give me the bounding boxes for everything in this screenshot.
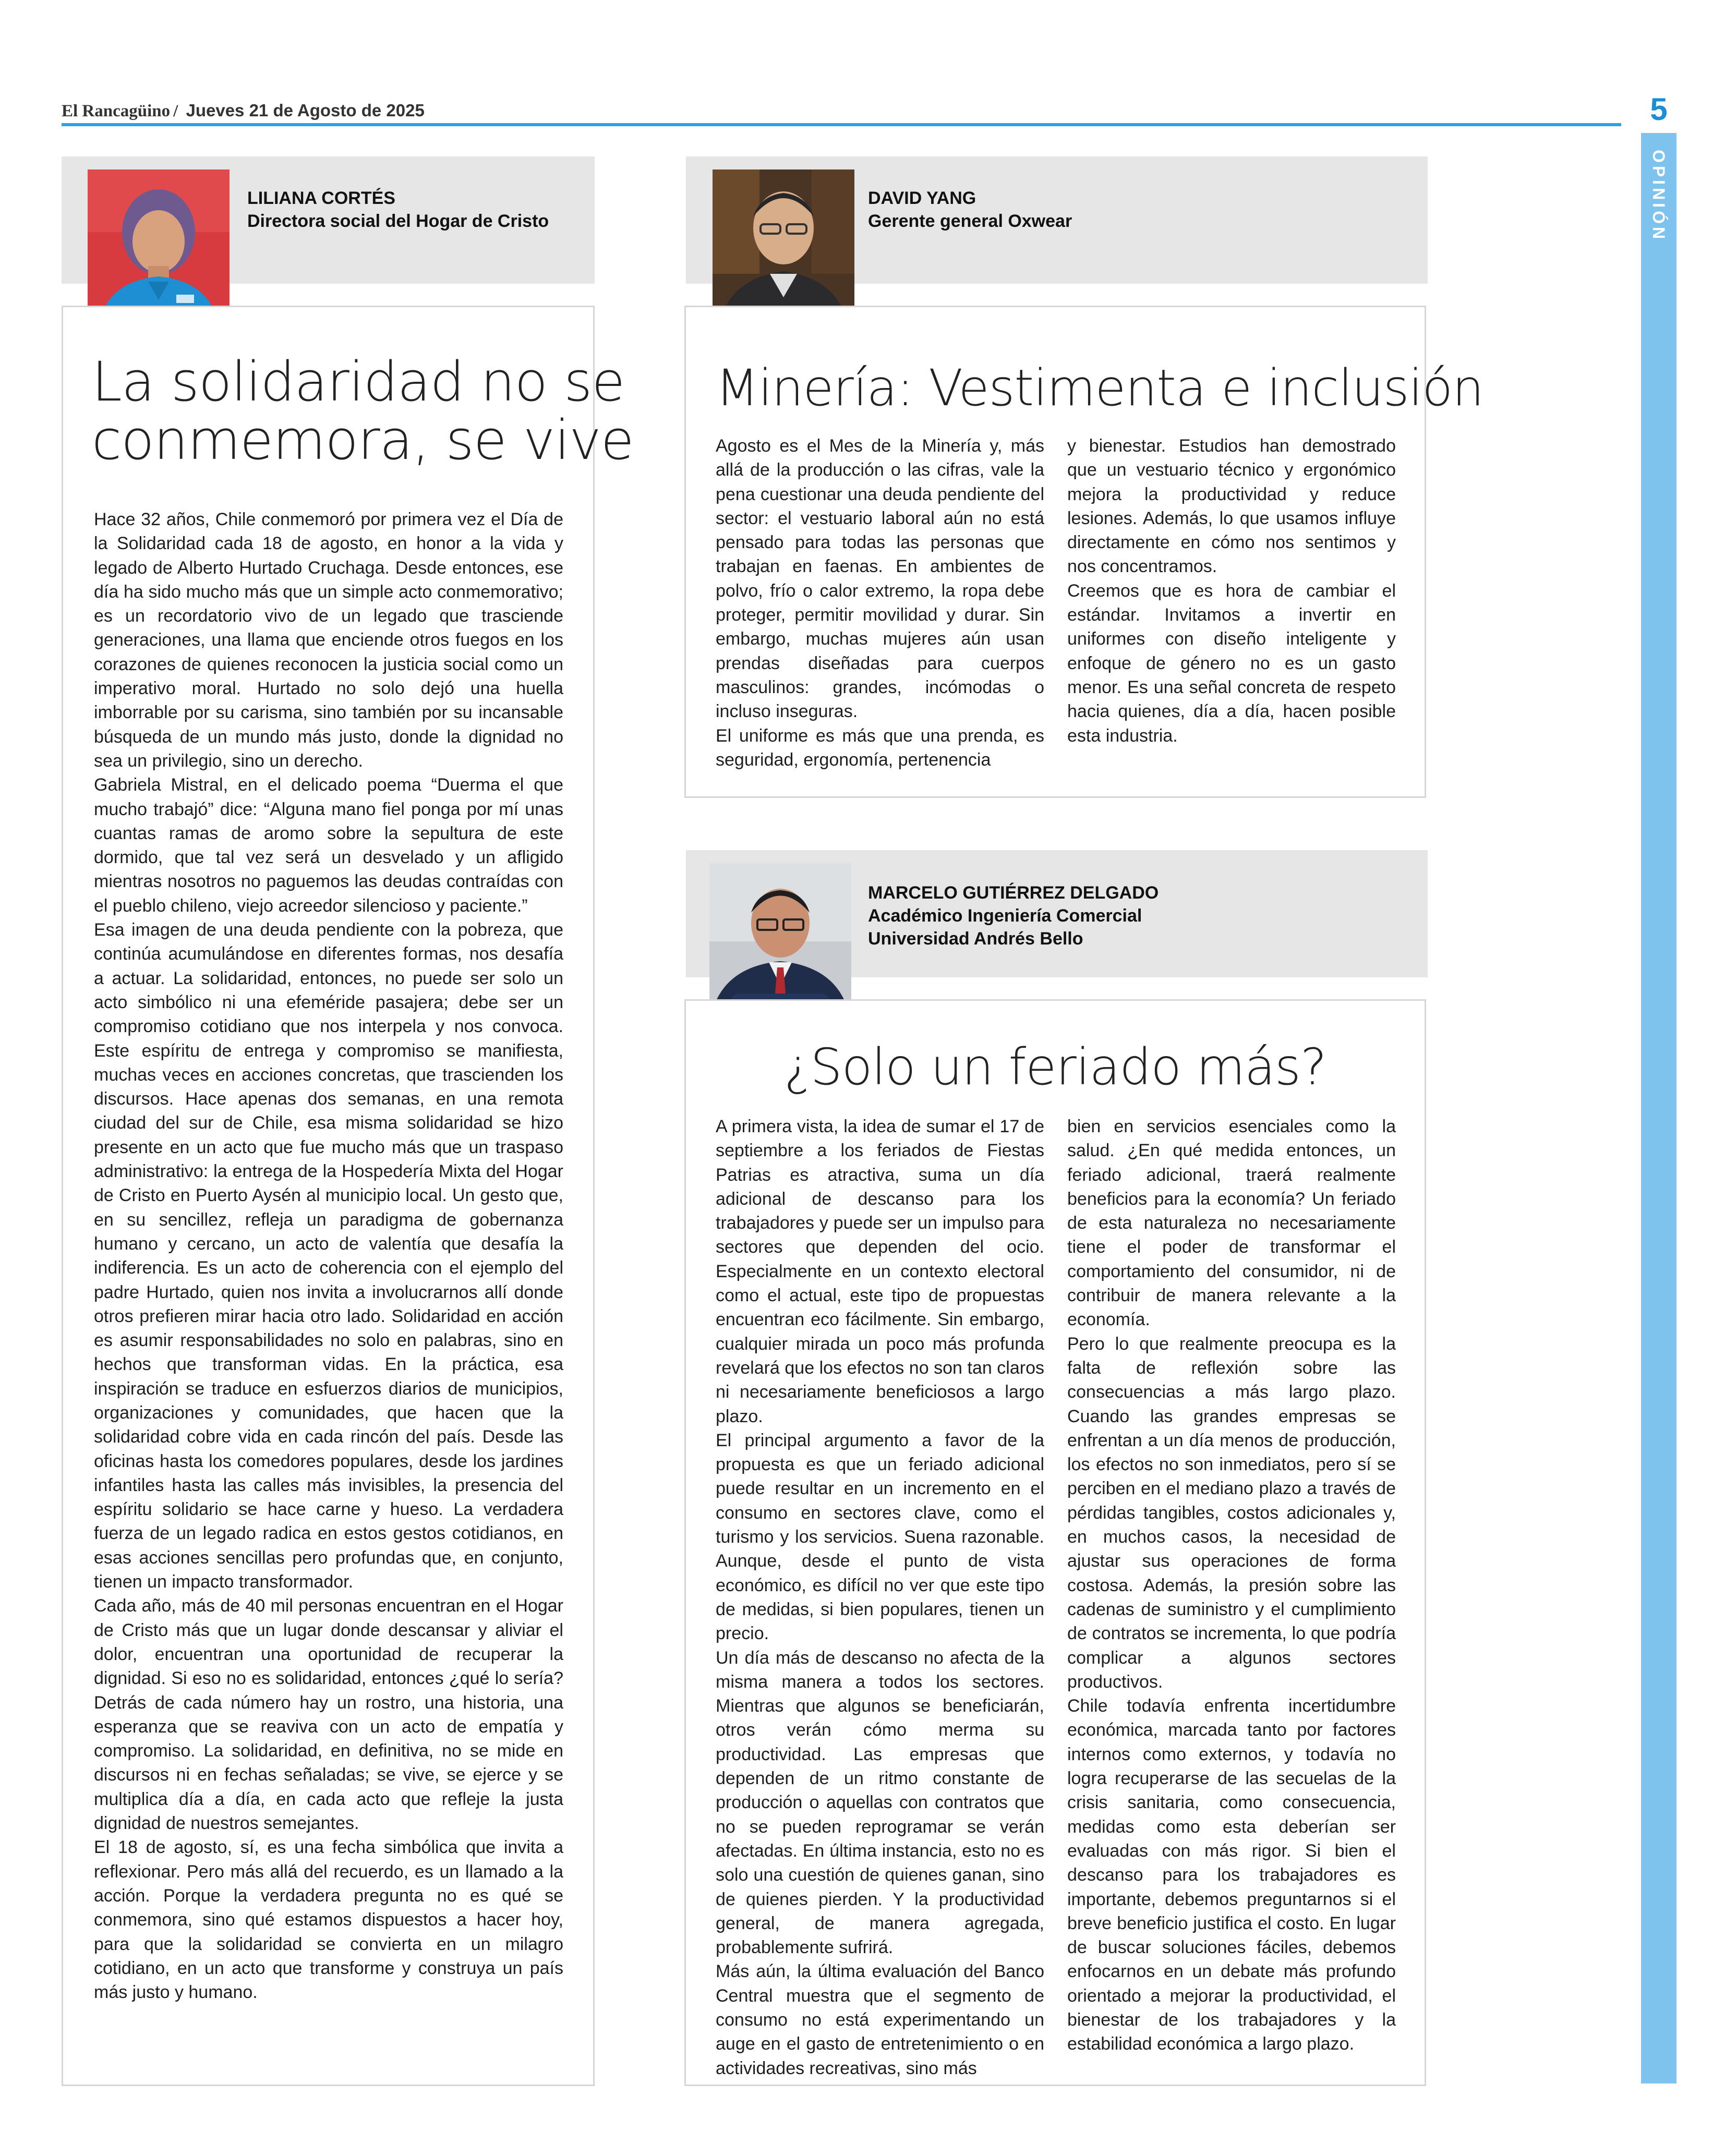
section-label-text: OPINIÓN	[1649, 149, 1669, 242]
author-role: Gerente general Oxwear	[868, 211, 1072, 231]
title-line: ¿Solo un feriado más?	[784, 1038, 1326, 1096]
article-body-cortes	[94, 507, 563, 2004]
paragraph: Gabriela Mistral, en el delicado poema “Duerma el que mucho trabajó” dice: “Alguna mano fiel ponga por mí unas cuantas ramas de aromo sobre la sepultura de este dormido, que tal vez será un desvelado y un afligido mientras nosotros no paguemos las deudas contraídas con el pueblo chileno, viejo acreedor silencioso y paciente.”	[94, 775, 563, 916]
author-name: MARCELO GUTIÉRREZ DELGADO	[868, 883, 1159, 903]
masthead	[62, 97, 1621, 124]
article-body-yang-col2	[1067, 434, 1396, 748]
paragraph: Hace 32 años, Chile conmemoró por primera vez el Día de la Solidaridad cada 18 de agosto, en honor a la vida y legado de Alberto Hurtado Cruchaga. Desde entonces, ese día ha sido mucho más que un simple acto conmemorativo; es un recordatorio vivo de un legado que trasciende generaciones, una llama que enciende otros fuegos en los corazones de quienes reconocen la justicia social como un imperativo moral. Hurtado no solo dejó una huella imborrable por su carisma, sino también por su incansable búsqueda de un mundo más justo, donde la dignidad no sea un privilegio, sino un derecho.	[94, 510, 563, 771]
paragraph: Más aún, la última evaluación del Banco Central muestra que el segmento de consumo no está experimentando un auge en el gasto de entretenimiento o en actividades recreativas, sino más	[716, 1961, 1044, 2078]
paragraph: y bienestar. Estudios han demostrado que un vestuario técnico y ergonómico mejora la productividad y reduce lesiones. Además, lo que usamos influye directamente en cómo nos sentimos y nos concentramos.	[1067, 436, 1396, 577]
paragraph: bien en servicios esenciales como la salud. ¿En qué medida entonces, un feriado adicional, traerá realmente beneficios para la economía? Un feriado de esta naturaleza no necesariamente tiene el poder de transformar el comportamiento del consumidor, ni de contribuir de manera relevante a la economía.	[1067, 1117, 1396, 1330]
title-line: Minería: Vestimenta e inclusión	[716, 359, 1483, 417]
paragraph: Chile todavía enfrenta incertidumbre económica, marcada tanto por factores internos como externos, y todavía no logra recuperarse de las secuelas de la crisis sanitaria, como consecuencia, medidas como esta deberían ser evaluadas con más rigor. Si bien el descanso para los trabajadores es importante, debemos preguntarnos si el breve beneficio justifica el costo. En lugar de buscar soluciones fáciles, debemos enfocarnos en un debate más profundo orientado a mejorar la productividad, el bienestar de los trabajadores y la estabilidad económica a largo plazo.	[1067, 1696, 1396, 2054]
masthead-separator: /	[173, 102, 178, 120]
author-credit-gutierrez	[868, 881, 1159, 950]
author-credit-cortes	[247, 187, 549, 233]
author-name: DAVID YANG	[868, 188, 976, 208]
paragraph: El principal argumento a favor de la propuesta es que un feriado adicional puede resultar en un incremento en el consumo en sectores clave, como el turismo y los servicios. Suena razonable. Aunque, desde el punto de vista económico, es difícil no ver que este tipo de medidas, si bien populares, tienen un precio.	[716, 1430, 1044, 1644]
issue-date: Jueves 21 de Agosto de 2025	[186, 101, 425, 120]
author-credit-yang	[868, 187, 1072, 233]
section-side-strip	[1641, 133, 1676, 2084]
paragraph: Esa imagen de una deuda pendiente con la pobreza, que continúa acumulándose en diferentes formas, nos desafía a actuar. La solidaridad, entonces, no puede ser solo un acto simbólico ni una efeméride pasajera; debe ser un compromiso cotidiano que nos interpela y nos convoca. Este espíritu de entrega y compromiso se manifiesta, muchas veces en acciones concretas, que trascienden los discursos. Hace apenas dos semanas, en una remota ciudad del sur de Chile, esa misma solidaridad se hizo presente en un acto que fue mucho más que un traspaso administrativo: la entrega de la Hospedería Mixta del Hogar de Cristo en Puerto Aysén al municipio local. Un gesto que, en su sencillez, refleja un paradigma de gobernanza humano y cercano, un acto de valentía que desafía la indiferencia. Es un acto de coherencia con el ejemplo del padre Hurtado, quien nos invita a involucrarnos allí donde otros prefieren mirar hacia otro lado. Solidaridad en acción es asumir responsabilidades no solo en palabras, sino en hechos que transforman vidas. En la práctica, esa inspiración se traduce en esfuerzos diarios de municipios, organizaciones y comunidades, que hacen que la solidaridad cobre vida en cada rincón del país. Desde las oficinas hasta los comedores populares, desde los jardines infantiles hasta las calles más invisibles, la presencia del espíritu solidario se hace carne y hueso. La verdadera fuerza de un legado radica en estos gestos cotidianos, en esas acciones sencillas pero profundas que, en conjunto, tienen un impacto transformador.	[94, 920, 563, 1592]
article-body-gutierrez-col2	[1067, 1115, 1396, 2056]
paragraph: Creemos que es hora de cambiar el estándar. Invitamos a invertir en uniformes con diseño inteligente y enfoque de género no es un gasto menor. Es una señal concreta de respeto hacia quienes, día a día, hacen posible esta industria.	[1067, 580, 1396, 746]
paragraph: Pero lo que realmente preocupa es la falta de reflexión sobre las consecuencias a más largo plazo. Cuando las grandes empresas se enfrentan a un día menos de producción, los efectos no son inmediatos, pero sí se perciben en el mediano plazo a través de pérdidas tangibles, costos adicionales y, en muchos casos, la necesidad de ajustar sus operaciones de forma costosa. Además, la presión sobre las cadenas de suministro y el cumplimiento de contratos se incrementa, lo que podría complicar a algunos sectores productivos.	[1067, 1334, 1396, 1692]
page-number: 5	[1650, 92, 1668, 127]
article-title-gutierrez	[684, 1038, 1426, 1096]
paragraph: Agosto es el Mes de la Minería y, más allá de la producción o las cifras, vale la pena cuestionar una deuda pendiente del sector: el vestuario laboral aún no está pensado para todas las personas que trabajan en faenas. En ambientes de polvo, frío o calor extremo, la ropa debe proteger, permitir movilidad y durar. Sin embargo, muchas mujeres aún usan prendas diseñadas para cuerpos masculinos: grandes, incómodas o incluso inseguras.	[716, 436, 1044, 722]
author-affiliation: Universidad Andrés Bello	[868, 929, 1083, 949]
author-role: Académico Ingeniería Comercial	[868, 906, 1142, 926]
paragraph: El 18 de agosto, sí, es una fecha simbólica que invita a reflexionar. Pero más allá del recuerdo, es un llamado a la acción. Porque la verdadera pregunta no es qué se conmemora, sino qué estamos dispuestos a hacer hoy, para que la solidaridad se convierta en un milagro cotidiano, en un acto que transforme y construya un país más justo y humano.	[94, 1837, 563, 2003]
section-label	[1641, 149, 1676, 242]
article-body-gutierrez-col1	[716, 1115, 1044, 2080]
author-role: Directora social del Hogar de Cristo	[247, 211, 549, 231]
title-line: La solidaridad no se	[92, 350, 625, 414]
author-name: LILIANA CORTÉS	[247, 188, 395, 208]
masthead-rule	[62, 123, 1621, 126]
title-line: conmemora, se vive	[92, 408, 634, 472]
paragraph: Un día más de descanso no afecta de la misma manera a todos los sectores. Mientras que algunos se beneficiarán, otros verán cómo merma su productividad. Las empresas que dependen de un ritmo constante de producción o aquellas con contratos que no se pueden reprogramar se verán afectadas. En última instancia, esto no es solo una cuestión de quienes ganan, sino de quienes pierden. Y la productividad general, de manera agregada, probablemente sufrirá.	[716, 1648, 1044, 1958]
paragraph: Cada año, más de 40 mil personas encuentran en el Hogar de Cristo más que un lugar donde descansar y aliviar el dolor, encuentran una oportunidad de recuperar la dignidad. Si eso no es solidaridad, entonces ¿qué lo sería? Detrás de cada número hay un rostro, una historia, una esperanza que se reaviva con un acto de empatía y compromiso. La solidaridad, en definitiva, no se mide en discursos ni en fechas señaladas; se vive, se ejerce y se multiplica día a día, en cada acto que refleje la justa dignidad de nuestros semejantes.	[94, 1596, 563, 1834]
article-body-yang-col1	[716, 434, 1044, 772]
article-title-cortes	[92, 350, 634, 472]
article-title-yang	[716, 359, 1483, 417]
paragraph: El uniforme es más que una prenda, es seguridad, ergonomía, pertenencia	[716, 725, 1044, 770]
newspaper-name: El Rancagüino	[62, 102, 171, 120]
paragraph: A primera vista, la idea de sumar el 17 de septiembre a los feriados de Fiestas Patrias es atractiva, suma un día adicional de descanso para los trabajadores y puede ser un impulso para sectores que dependen del ocio. Especialmente en un contexto electoral como el actual, este tipo de propuestas encuentran eco fácilmente. Sin embargo, cualquier mirada un poco más profunda revelará que los efectos no son tan claros ni necesariamente beneficiosos a largo plazo.	[716, 1117, 1044, 1426]
